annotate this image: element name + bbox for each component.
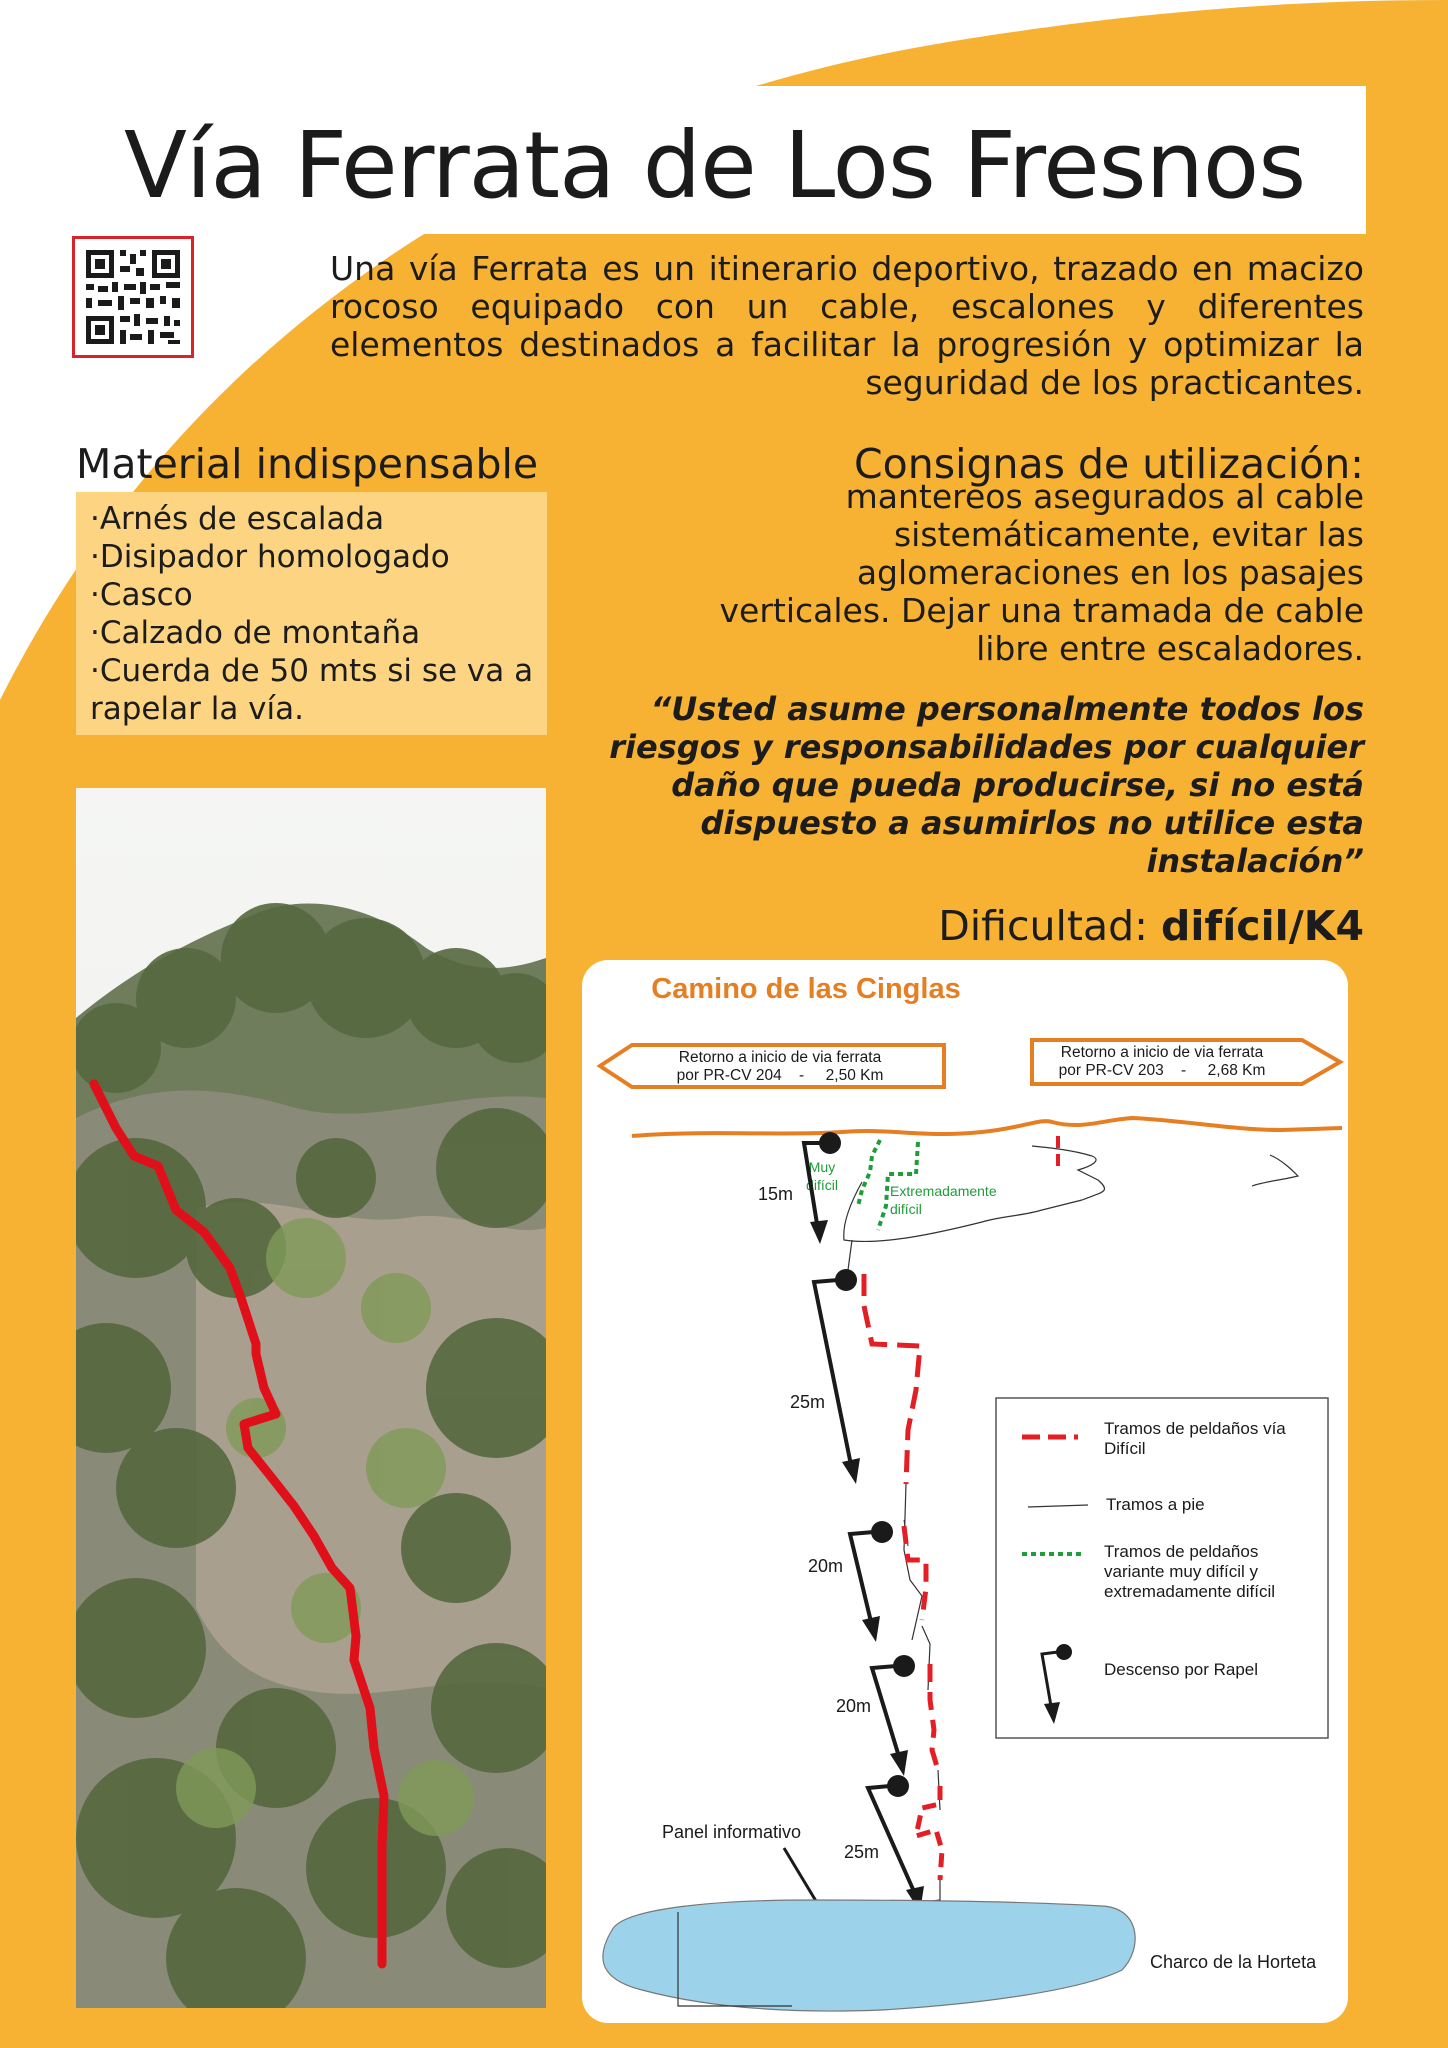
legend-3-line2: variante muy difícil y — [1104, 1562, 1258, 1581]
route-diagram — [582, 960, 1348, 2023]
legend-3-line3: extremadamente difícil — [1104, 1582, 1276, 1601]
extremadamente-label-2: difícil — [890, 1201, 922, 1217]
return-right-line1: Retorno a inicio de via ferrata — [1060, 1044, 1264, 1061]
red-route-2 — [904, 1526, 926, 1620]
return-left-line1: Retorno a inicio de via ferrata — [678, 1049, 882, 1066]
disclaimer-quote: “Usted asume personalmente todos los riesgos y responsabilidades por cualquier daño que pueda producirse, si no está dispuesto a asumirlos no utilice esta instalación” — [609, 690, 1364, 880]
panel-label: Panel informativo — [662, 1822, 802, 1842]
qr-code-icon — [72, 236, 194, 358]
cliff-photo-illustration — [76, 788, 546, 2008]
legend-1-line2: Difícil — [1104, 1439, 1146, 1458]
legend-2-line1: Tramos a pie — [1106, 1495, 1205, 1514]
consignas-text: mantereos asegurados al cable sistemáticamente, evitar las aglomeraciones en los pasajes verticales. Dejar una tramada de cable libre entre escaladores. — [719, 477, 1364, 668]
pool-label: Charco de la Horteta — [1150, 1952, 1317, 1972]
legend-4-line1: Descenso por Rapel — [1104, 1660, 1259, 1679]
muy-label-2: difícil — [806, 1177, 838, 1193]
difficulty-value: difícil/K4 — [1161, 902, 1364, 950]
material-item: ·Cuerda de 50 mts si se va a rapelar la vía. — [90, 653, 534, 727]
red-route-4 — [916, 1786, 942, 1880]
material-item: ·Arnés de escalada — [90, 501, 385, 537]
rappel-2 — [814, 1269, 860, 1484]
legend-1-line1: Tramos de peldaños vía — [1104, 1419, 1286, 1438]
page-title: Vía Ferrata de Los Fresnos — [124, 112, 1306, 219]
legend-3-line1: Tramos de peldaños — [1104, 1542, 1259, 1561]
rappel-3 — [850, 1521, 893, 1642]
return-left-line2: por PR-CV 204 - 2,50 Km — [676, 1067, 884, 1084]
return-right-line2: por PR-CV 203 - 2,68 Km — [1058, 1062, 1266, 1079]
diagram-title: Camino de las Cinglas — [651, 973, 961, 1005]
difficulty-line — [938, 902, 1364, 950]
extremadamente-label: Extremadamente — [890, 1183, 997, 1199]
cliff-photo — [76, 788, 546, 2008]
intro-text: Una vía Ferrata es un itinerario deportivo, trazado en macizo rocoso equipado con un cable, escalones y diferentes elementos destinados a facilitar la progresión y optimizar la seguridad de los practicantes. — [330, 249, 1364, 402]
material-list — [90, 500, 535, 728]
rappel-label-5: 25m — [844, 1842, 880, 1862]
top-trail — [632, 1118, 1342, 1136]
route-diagram-svg — [582, 960, 1348, 2023]
red-route-3 — [930, 1664, 938, 1770]
rappel-label-2: 25m — [790, 1392, 826, 1412]
muy-label: Muy — [808, 1159, 836, 1175]
material-item: ·Disipador homologado — [90, 539, 450, 575]
rappel-label-1: 15m — [758, 1184, 794, 1204]
red-route-1 — [864, 1274, 920, 1484]
material-heading: Material indispensable — [76, 440, 539, 488]
consignas-heading: Consignas de utilización: — [854, 440, 1364, 488]
variant-muy-dificil — [858, 1140, 880, 1206]
pool-shape — [603, 1900, 1135, 2011]
rappel-4 — [872, 1655, 915, 1776]
rappel-label-3: 20m — [808, 1556, 844, 1576]
difficulty-label: Dificultad: — [938, 902, 1148, 950]
rappel-label-4: 20m — [836, 1696, 872, 1716]
material-item: ·Calzado de montaña — [90, 615, 421, 651]
material-item: ·Casco — [90, 577, 193, 613]
